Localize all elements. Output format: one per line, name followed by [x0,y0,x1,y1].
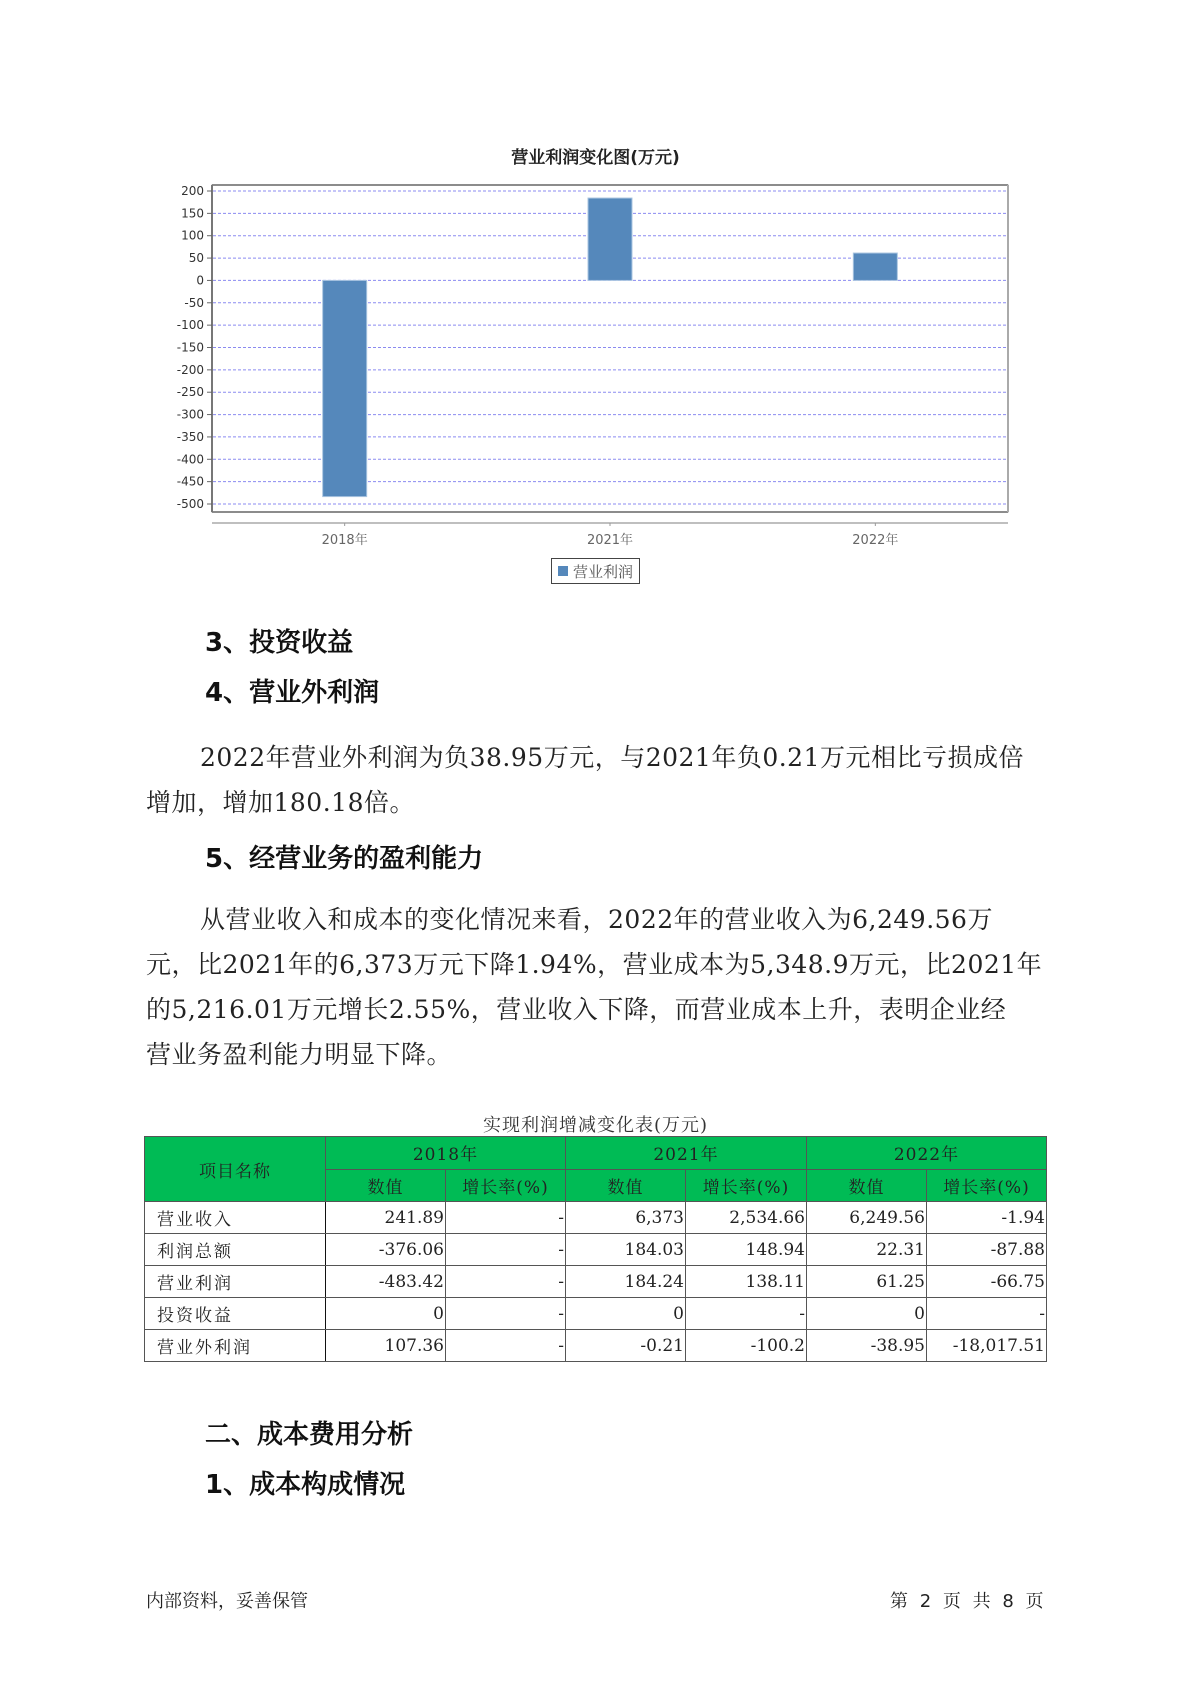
y-tick-label: 100 [181,228,204,243]
cell-value: -0.21 [566,1330,686,1362]
legend-label: 营业利润 [573,562,634,581]
y-tick-label: -400 [176,452,204,467]
cell-value: -483.42 [326,1266,446,1298]
paragraph-non-operating-profit [146,735,1066,825]
x-tick-label: 2022年 [852,533,899,548]
header-value: 数值 [566,1169,686,1202]
cell-growth-rate: -18,017.51 [927,1330,1047,1362]
bar-2018年 [323,280,367,496]
y-tick-label: -350 [176,429,204,444]
heading-non-operating-profit: 4、营业外利润 [205,678,380,708]
table-row [145,1234,1047,1266]
cell-growth-rate: 2,534.66 [686,1202,807,1234]
x-tick-label: 2021年 [586,533,634,548]
row-name: 投资收益 [145,1298,326,1330]
heading-cost-structure: 1、成本构成情况 [205,1470,406,1500]
header-value: 数值 [326,1169,446,1202]
paragraph-line: 从营业收入和成本的变化情况来看，2022年的营业收入为6,249.56万 [200,905,993,934]
cell-value: -376.06 [326,1234,446,1266]
footer-page-number: 第 2 页 共 8 页 [890,1591,1044,1612]
header-growth-rate: 增长率(%) [686,1169,807,1202]
cell-growth-rate: 148.94 [686,1234,807,1266]
header-value: 数值 [807,1169,927,1202]
cell-growth-rate: - [446,1298,566,1330]
row-name: 利润总额 [145,1234,326,1266]
cell-growth-rate: -66.75 [927,1266,1047,1298]
row-name: 营业外利润 [145,1330,326,1362]
cell-value: 6,373 [566,1202,686,1234]
cell-growth-rate: - [927,1298,1047,1330]
paragraph-line: 2022年营业外利润为负38.95万元，与2021年负0.21万元相比亏损成倍 [200,743,1024,772]
table-row [145,1266,1047,1298]
table-row [145,1202,1047,1234]
heading-investment-income: 3、投资收益 [205,628,354,658]
cell-value: 184.03 [566,1234,686,1266]
header-year: 2022年 [807,1137,1047,1170]
chart-title: 营业利润变化图(万元) [511,148,680,168]
table-caption: 实现利润增减变化表(万元) [482,1115,709,1136]
cell-value: 0 [566,1298,686,1330]
row-name: 营业利润 [145,1266,326,1298]
cell-growth-rate: -1.94 [927,1202,1047,1234]
cell-growth-rate: - [446,1330,566,1362]
legend-swatch [558,566,568,576]
cell-growth-rate: - [686,1298,807,1330]
cell-growth-rate: - [446,1202,566,1234]
y-tick-label: 150 [181,206,204,221]
y-tick-label: 0 [196,273,204,288]
paragraph-line: 的5,216.01万元增长2.55%，营业收入下降，而营业成本上升，表明企业经 [146,995,1007,1024]
y-tick-label: -50 [184,295,204,310]
cell-value: 61.25 [807,1266,927,1298]
cell-growth-rate: -87.88 [927,1234,1047,1266]
cell-value: -38.95 [807,1330,927,1362]
cell-growth-rate: - [446,1234,566,1266]
footer-confidential-note: 内部资料，妥善保管 [146,1591,308,1612]
cell-growth-rate: -100.2 [686,1330,807,1362]
paragraph-line: 营业务盈利能力明显下降。 [146,1040,453,1069]
table-row [145,1298,1047,1330]
bar-2021年 [588,198,632,280]
y-tick-label: 50 [188,251,204,266]
bar-2022年 [853,253,897,280]
y-tick-label: -450 [176,474,204,489]
table-row [145,1330,1047,1362]
y-tick-label: -100 [176,318,204,333]
cell-value: 0 [807,1298,927,1330]
cell-value: 6,249.56 [807,1202,927,1234]
row-name: 营业收入 [145,1202,326,1234]
paragraph-line: 增加，增加180.18倍。 [146,788,415,817]
cell-growth-rate: 138.11 [686,1266,807,1298]
cell-growth-rate: - [446,1266,566,1298]
cell-value: 0 [326,1298,446,1330]
y-tick-label: -300 [176,407,204,422]
cell-value: 241.89 [326,1202,446,1234]
y-tick-label: -500 [176,497,204,511]
paragraph-line: 元，比2021年的6,373万元下降1.94%，营业成本为5,348.9万元，比2021年 [146,950,1043,979]
x-tick-label: 2018年 [321,533,368,548]
header-year: 2018年 [326,1137,566,1170]
header-item-name: 项目名称 [145,1137,326,1202]
profit-change-table [144,1136,1047,1362]
chart-legend [551,558,640,584]
y-tick-label: -200 [176,362,204,377]
heading-profitability: 5、经营业务的盈利能力 [205,844,484,874]
bar-chart [0,0,1191,600]
header-growth-rate: 增长率(%) [446,1169,566,1202]
header-year: 2021年 [566,1137,807,1170]
cell-value: 184.24 [566,1266,686,1298]
paragraph-profitability [146,897,1066,1077]
y-tick-label: 200 [181,184,204,198]
cell-value: 22.31 [807,1234,927,1266]
y-tick-label: -150 [176,340,204,355]
heading-cost-analysis: 二、成本费用分析 [205,1420,414,1450]
header-growth-rate: 增长率(%) [927,1169,1047,1202]
cell-value: 107.36 [326,1330,446,1362]
y-tick-label: -250 [176,385,204,400]
